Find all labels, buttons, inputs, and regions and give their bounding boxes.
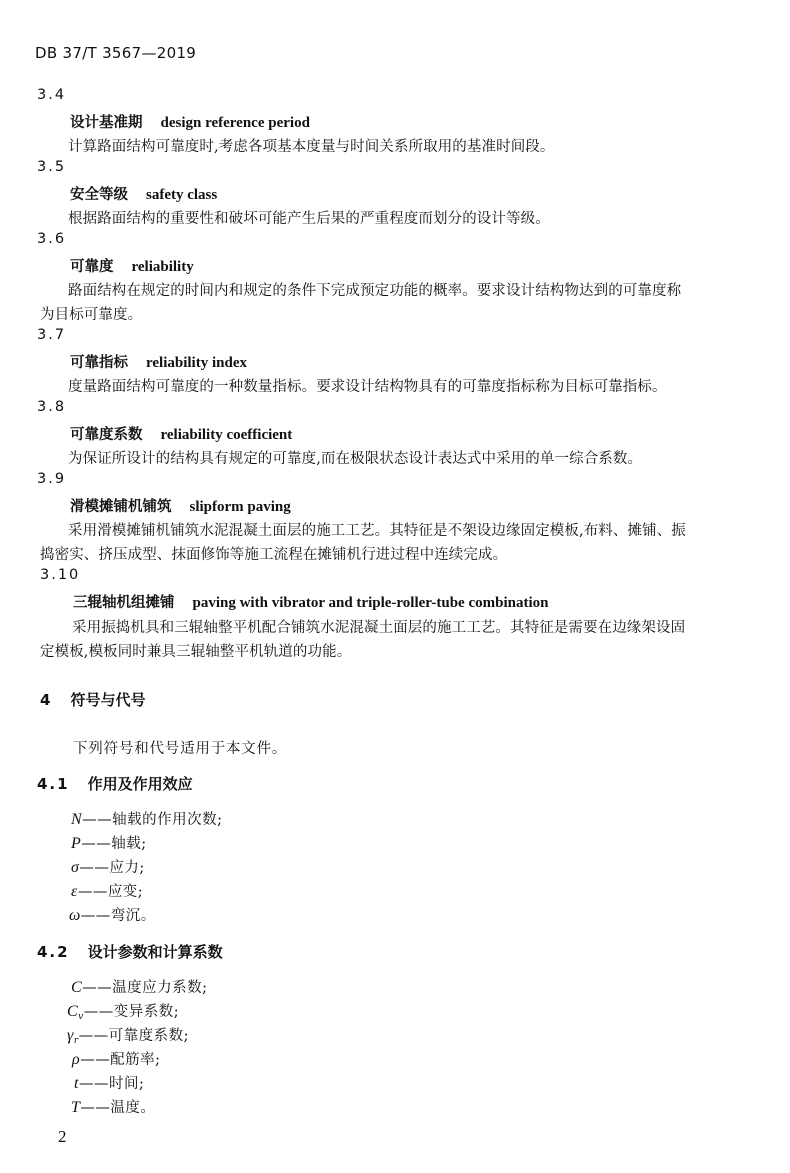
term-en: reliability <box>131 259 194 275</box>
term-title <box>70 111 310 132</box>
term-title <box>70 183 217 204</box>
section-title: 符号与代号 <box>70 691 146 709</box>
symbol: ρ <box>72 1051 81 1068</box>
symbol-subscript: r <box>73 1036 79 1046</box>
symbol: T <box>71 1099 81 1116</box>
symbol-item <box>71 856 145 877</box>
symbol: P <box>71 835 82 852</box>
subsection-number: 4.1 <box>37 775 70 793</box>
section-number: 4 <box>40 691 53 709</box>
symbol-description: ——温度应力系数; <box>82 980 208 996</box>
term-title <box>70 423 292 444</box>
symbol: γ <box>67 1027 74 1044</box>
section-intro: 下列符号和代号适用于本文件。 <box>73 741 288 757</box>
document-code-header: DB 37/T 3567—2019 <box>35 44 197 62</box>
symbol-description: ——可靠度系数; <box>78 1028 190 1044</box>
symbol-item <box>71 808 223 829</box>
term-zh: 设计基准期 <box>70 114 143 131</box>
term-en: reliability coefficient <box>160 427 293 443</box>
symbol-description: ——变异系数; <box>83 1004 180 1020</box>
symbol: ω <box>69 907 81 924</box>
section-heading <box>40 689 145 710</box>
term-en: paving with vibrator and triple-roller-tube combination <box>192 595 549 611</box>
symbol: σ <box>71 859 80 876</box>
term-definition-continued: 定模板,模板同时兼具三辊轴整平机轨道的功能。 <box>40 644 352 660</box>
symbol-description: ——配筋率; <box>80 1052 161 1068</box>
term-zh: 安全等级 <box>70 186 128 203</box>
symbol-item <box>67 1000 179 1022</box>
symbol-description: ——应力; <box>79 860 145 876</box>
symbol-item <box>71 1096 155 1118</box>
symbol-item <box>74 1072 144 1094</box>
term-en: design reference period <box>160 115 310 131</box>
symbol-item <box>69 904 156 925</box>
term-definition: 为保证所设计的结构具有规定的可靠度,而在极限状态设计表达式中采用的单一综合系数。 <box>68 451 643 467</box>
symbol-description: ——轴载的作用次数; <box>82 812 223 828</box>
symbol-description: ——弯沉。 <box>80 908 156 924</box>
term-title <box>70 495 291 516</box>
term-zh: 三辊轴机组摊铺 <box>73 594 175 611</box>
symbol-item <box>71 976 208 998</box>
clause-number: 3.10 <box>40 567 81 583</box>
symbol-description: ——时间; <box>78 1076 145 1092</box>
symbol: ε <box>71 883 78 900</box>
clause-number: 3.9 <box>37 471 67 487</box>
term-definition: 采用振捣机具和三辊轴整平机配合铺筑水泥混凝土面层的施工工艺。其特征是需要在边缘架设固 <box>72 620 686 636</box>
term-title <box>70 351 247 372</box>
subsection-heading <box>37 941 223 962</box>
term-definition-continued: 为目标可靠度。 <box>40 307 143 323</box>
symbol-description: ——应变; <box>77 884 144 900</box>
symbol-description: ——轴载; <box>81 836 147 852</box>
symbol-description: ——温度。 <box>80 1100 156 1116</box>
term-zh: 滑模摊铺机铺筑 <box>70 498 172 515</box>
term-en: reliability index <box>146 355 247 371</box>
symbol-item <box>72 1048 161 1070</box>
term-title <box>70 255 194 276</box>
clause-number: 3.6 <box>37 231 67 247</box>
symbol-item <box>71 832 147 853</box>
term-definition: 计算路面结构可靠度时,考虑各项基本度量与时间关系所取用的基准时间段。 <box>68 139 555 155</box>
symbol: C <box>67 1003 79 1020</box>
subsection-title: 作用及作用效应 <box>87 775 193 793</box>
clause-number: 3.4 <box>37 87 67 103</box>
clause-number: 3.7 <box>37 327 67 343</box>
term-zh: 可靠度 <box>70 258 114 275</box>
term-en: slipform paving <box>189 499 291 515</box>
symbol: t <box>74 1075 79 1092</box>
term-definition: 度量路面结构可靠度的一种数量指标。要求设计结构物具有的可靠度指标称为目标可靠指标。 <box>68 379 667 395</box>
term-definition: 根据路面结构的重要性和破坏可能产生后果的严重程度而划分的设计等级。 <box>68 211 550 227</box>
page-number: 2 <box>58 1127 67 1146</box>
clause-number: 3.5 <box>37 159 67 175</box>
subsection-number: 4.2 <box>37 943 70 961</box>
subsection-heading <box>37 773 193 794</box>
subsection-title: 设计参数和计算系数 <box>87 943 223 961</box>
symbol: N <box>71 811 83 828</box>
term-definition-continued: 捣密实、挤压成型、抹面修饰等施工流程在摊铺机行进过程中连续完成。 <box>40 547 508 563</box>
term-zh: 可靠指标 <box>70 354 128 371</box>
clause-number: 3.8 <box>37 399 67 415</box>
symbol-item <box>71 880 143 901</box>
term-title <box>73 591 548 612</box>
term-definition: 采用滑模摊铺机铺筑水泥混凝土面层的施工工艺。其特征是不架设边缘固定模板,布料、摊铺、振 <box>68 523 686 539</box>
symbol-subscript: v <box>78 1012 84 1022</box>
symbol: C <box>71 979 83 996</box>
term-zh: 可靠度系数 <box>70 426 143 443</box>
symbol-item <box>67 1024 189 1046</box>
term-definition: 路面结构在规定的时间内和规定的条件下完成预定功能的概率。要求设计结构物达到的可靠度称 <box>68 283 682 299</box>
term-en: safety class <box>146 187 218 203</box>
